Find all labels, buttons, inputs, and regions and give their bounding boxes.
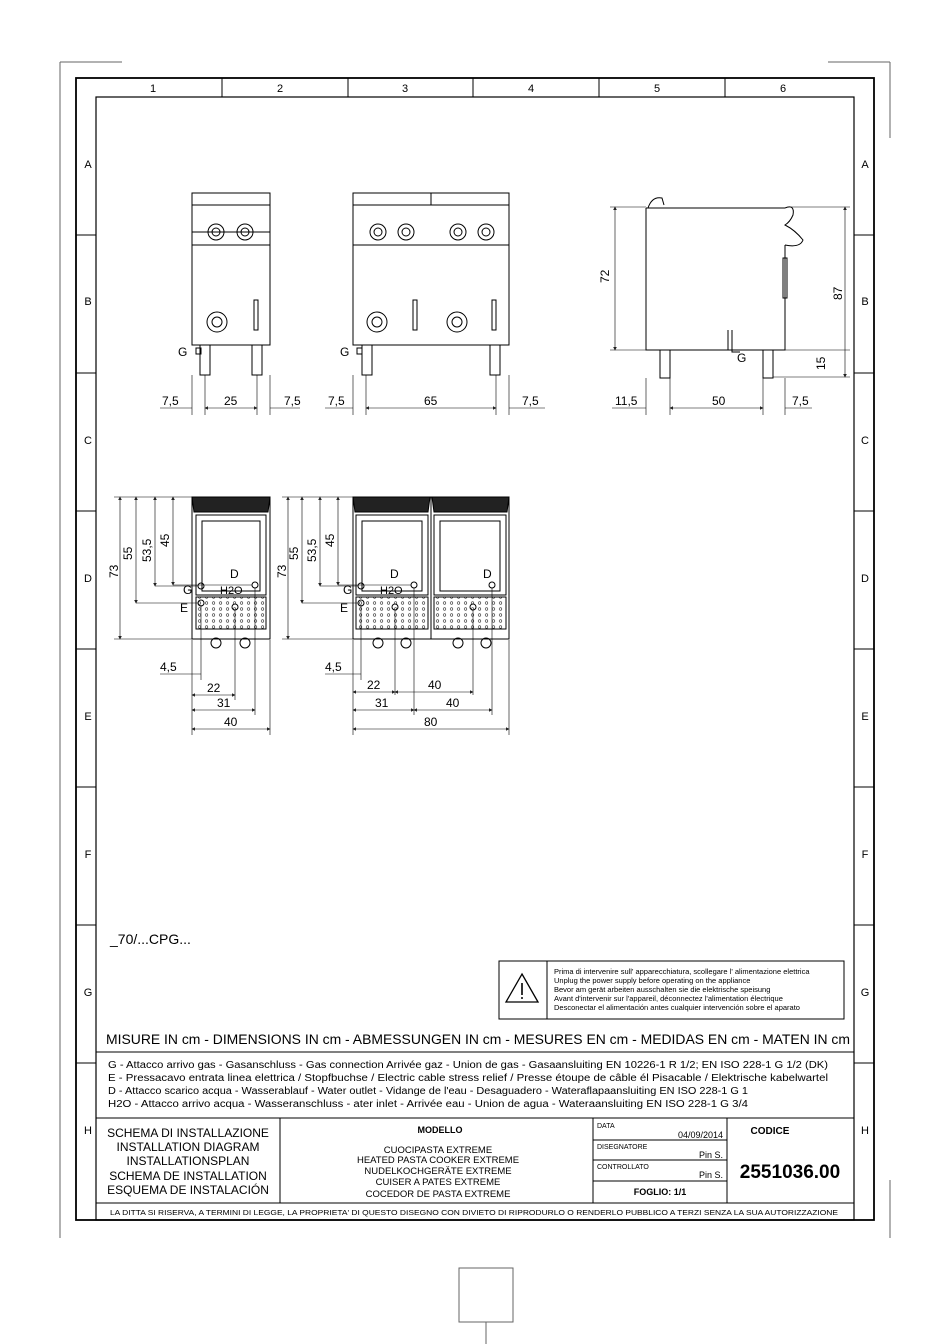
row-dividers: [76, 235, 874, 1063]
water-outlet-label: D: [230, 567, 239, 581]
row-label: E: [84, 711, 92, 723]
col-label: 4: [527, 83, 535, 95]
connection-legend: [108, 1060, 828, 1110]
dimension-label: 7,5: [328, 394, 345, 408]
dimension-label: 7,5: [522, 394, 539, 408]
row-label: B: [861, 296, 869, 308]
copyright-footer: LA DITTA SI RISERVA, A TERMINI DI LEGGE, LA PROPRIETA' DI QUESTO DISEGNO CON DIVIETO DI RIPRODURLO O RENDERLO PUBBLICO A TERZI SENZA LA SUA AUTORIZZAZIONE: [110, 1208, 838, 1217]
dimension-label: 22: [207, 681, 221, 695]
height-dimension: 55: [121, 546, 135, 560]
height-dimension: 72: [598, 269, 612, 283]
side-view-labels: [598, 269, 845, 408]
water-outlet-label: D: [483, 567, 492, 581]
water-outlet-label: D: [390, 567, 399, 581]
col-label: 6: [779, 83, 787, 95]
gas-connection-label: G: [340, 345, 350, 359]
row-label: H: [84, 1125, 92, 1137]
model-name: CUISER A PATES EXTREME: [375, 1177, 501, 1188]
row-label: C: [861, 435, 869, 447]
modello-label: MODELLO: [417, 1125, 463, 1135]
height-dimension: 87: [831, 286, 845, 300]
model-name: COCEDOR DE PASTA EXTREME: [365, 1189, 511, 1200]
code-label: CODICE: [750, 1126, 790, 1137]
model-name: NUDELKOCHGERÄTE EXTREME: [364, 1166, 512, 1177]
row-label: E: [861, 711, 869, 723]
height-dimension: 53,5: [140, 538, 154, 562]
row-label: H: [861, 1125, 869, 1137]
dimension-label: 40: [224, 715, 238, 729]
legend-line: H2O - Attacco arrivo acqua - Wasseranschluss - ater inlet - Arrivée eau - Union de agua - Wateraansluiting EN ISO 228-1 G 3/4: [108, 1099, 749, 1110]
row-label: D: [861, 573, 869, 585]
drawing-title: ESQUEMA DE INSTALACIÓN: [107, 1183, 269, 1197]
outer-frame: [76, 78, 874, 1220]
dimension-label: 40: [428, 678, 442, 692]
drawing-title: INSTALLATIONSPLAN: [126, 1154, 250, 1168]
front-single-labels: [162, 345, 301, 408]
model-names: [357, 1145, 519, 1200]
warning-line: Prima di intervenire sull' apparecchiatura, scollegare l' alimentazione elettrica: [554, 967, 810, 976]
dimension-label: 65: [424, 394, 438, 408]
legend-line: D - Attacco scarico acqua - Wasserablauf - Water outlet - Vidange de l'eau - Desaguadero - Wateraflapaansluiting EN ISO 228-1 G 1: [108, 1086, 749, 1097]
measures-unit-note: MISURE IN cm - DIMENSIONS IN cm - ABMESSUNGEN IN cm - MESURES EN cm - MEDIDAS EN cm - MATEN IN cm: [106, 1032, 850, 1047]
dimension-label: 31: [375, 696, 389, 710]
front-view-single: [160, 193, 300, 415]
dimension-label: 7,5: [284, 394, 301, 408]
drawing-title: SCHEMA DI INSTALLAZIONE: [107, 1126, 269, 1140]
top-single-labels: [107, 533, 243, 729]
top-view-double: [282, 497, 509, 735]
height-dimension: 15: [814, 356, 828, 370]
row-label: G: [83, 987, 93, 999]
drawing-title: INSTALLATION DIAGRAM: [116, 1140, 260, 1154]
col-label: 5: [653, 83, 661, 95]
col-label: 3: [401, 83, 409, 95]
height-dimension: 53,5: [305, 538, 319, 562]
dimension-label: 80: [424, 715, 438, 729]
row-label: A: [861, 159, 869, 171]
date-value: 04/09/2014: [677, 1130, 723, 1140]
model-name: HEATED PASTA COOKER EXTREME: [356, 1155, 520, 1166]
height-dimension: 45: [323, 533, 337, 547]
model-name: CUOCIPASTA EXTREME: [383, 1145, 493, 1156]
warning-line: Avant d'intervenir sur l'appareil, déconnectez l'alimentation électrique: [554, 994, 783, 1003]
date-label: DATA: [597, 1123, 615, 1130]
gas-connection-label: G: [178, 345, 188, 359]
height-dimension: 73: [107, 564, 121, 578]
row-label: B: [84, 296, 92, 308]
row-label: F: [861, 849, 869, 861]
legend-line: G - Attacco arrivo gas - Gasanschluss - Gas connection Arrivée gaz - Union de gas - Gasaansluiting EN 10226-1 R 1/2; EN ISO 228-1 G 1/2 (DK): [108, 1060, 828, 1071]
warning-line: Desconectar el alimentación antes cualquier intervención sobre el aparato: [554, 1003, 800, 1012]
sheet-number: FOGLIO: 1/1: [633, 1187, 687, 1197]
row-label: G: [860, 987, 870, 999]
warning-line: Bevor am gerät arbeiten ausschalten sie die elektrische speisung: [554, 985, 771, 994]
checked-label: CONTROLLATO: [597, 1164, 649, 1171]
dimension-label: 22: [367, 678, 381, 692]
designer-label: DISEGNATORE: [597, 1144, 648, 1151]
dimension-label: 4,5: [160, 660, 177, 674]
designer-value: Pin S.: [698, 1150, 723, 1160]
dimension-label: 4,5: [325, 660, 342, 674]
legend-line: E - Pressacavo entrata linea elettrica / Stopfbuchse / Electric cable stress relief / Presse étoupe de câble él Pisacable / Elektrische kabelwartel: [108, 1073, 828, 1084]
row-label: C: [84, 435, 92, 447]
dimension-label: 50: [712, 394, 726, 408]
water-inlet-label: H2O: [220, 585, 243, 597]
warning-box: [499, 961, 844, 1019]
top-view-single: [114, 497, 270, 735]
col-label: 2: [276, 83, 284, 95]
gas-connection-label: G: [737, 351, 747, 365]
gas-connection-label: G: [343, 583, 353, 597]
cable-inlet-label: E: [340, 601, 349, 615]
dimension-label: 40: [446, 696, 460, 710]
height-dimension: 73: [275, 564, 289, 578]
height-dimension: 55: [287, 546, 301, 560]
row-label: D: [84, 573, 92, 585]
warning-icon: [506, 974, 538, 1002]
row-label: F: [84, 849, 92, 861]
checked-value: Pin S.: [698, 1170, 723, 1180]
column-dividers: [222, 78, 725, 97]
warning-line: Unplug the power supply before operating on the appliance: [554, 976, 751, 985]
row-label: A: [84, 159, 92, 171]
dimension-label: 31: [217, 696, 231, 710]
code-value: 2551036.00: [739, 1162, 841, 1183]
model-code: _70/...CPG...: [110, 931, 191, 947]
side-view: [610, 198, 850, 415]
cable-inlet-label: E: [180, 601, 189, 615]
drawing-title: SCHEMA DE INSTALLATION: [109, 1169, 267, 1183]
drawing-titles: [107, 1126, 269, 1197]
top-double-labels: [275, 533, 492, 729]
height-dimension: 45: [158, 533, 172, 547]
dimension-label: 25: [224, 394, 238, 408]
dimension-label: 7,5: [792, 394, 809, 408]
dimension-label: 11,5: [615, 394, 638, 408]
col-label: 1: [149, 83, 157, 95]
dimension-label: 7,5: [162, 394, 179, 408]
gas-connection-label: G: [183, 583, 193, 597]
water-inlet-label: H2O: [380, 585, 403, 597]
front-view-double: [325, 193, 545, 415]
